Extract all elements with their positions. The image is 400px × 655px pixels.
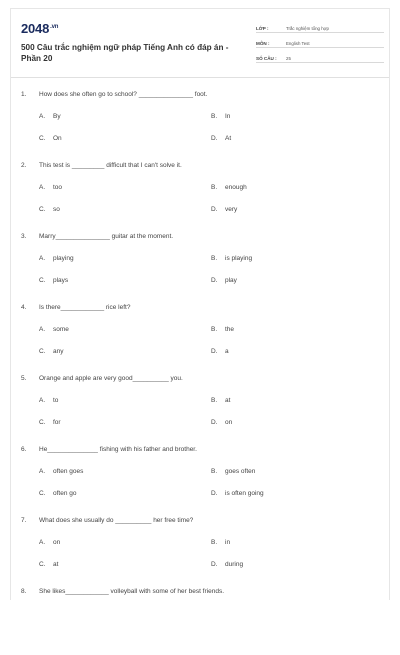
option-letter: C. xyxy=(39,419,46,426)
option-text: on xyxy=(53,539,61,546)
meta-label: LỚP : xyxy=(256,26,269,31)
question-text: What does she usually do __________ her free time? xyxy=(39,517,194,524)
option-letter: B. xyxy=(211,255,218,262)
option-b[interactable] xyxy=(211,397,230,404)
option-text: In xyxy=(225,113,231,120)
option-text: during xyxy=(225,561,244,568)
question-number: 4. xyxy=(21,304,27,311)
option-text: very xyxy=(225,206,238,213)
meta-block xyxy=(256,20,384,65)
option-d[interactable] xyxy=(211,561,243,568)
question-text: Is there____________ rice left? xyxy=(39,304,131,311)
question-text: How does she often go to school? _______________ foot. xyxy=(39,91,208,98)
question-text: He______________ fishing with his father and brother. xyxy=(39,446,197,453)
option-letter: C. xyxy=(39,135,46,142)
option-d[interactable] xyxy=(211,490,264,497)
option-letter: B. xyxy=(211,468,218,475)
header-divider xyxy=(11,77,389,78)
option-text: enough xyxy=(225,184,247,191)
option-c[interactable] xyxy=(39,135,62,142)
option-d[interactable] xyxy=(211,419,232,426)
option-b[interactable] xyxy=(211,113,230,120)
option-text: at xyxy=(53,561,59,568)
option-a[interactable] xyxy=(39,255,74,262)
option-text: is playing xyxy=(225,255,253,262)
option-letter: A. xyxy=(39,326,46,333)
option-b[interactable] xyxy=(211,326,234,333)
option-a[interactable] xyxy=(39,397,58,404)
option-letter: A. xyxy=(39,184,46,191)
question-number: 2. xyxy=(21,162,27,169)
option-c[interactable] xyxy=(39,348,63,355)
question-item xyxy=(11,584,389,655)
question-list xyxy=(11,87,389,655)
option-letter: D. xyxy=(211,135,218,142)
option-text: on xyxy=(225,419,233,426)
meta-value: Trắc nghiệm tổng hợp xyxy=(286,26,329,31)
question-number: 3. xyxy=(21,233,27,240)
question-item xyxy=(11,442,389,513)
option-a[interactable] xyxy=(39,468,83,475)
option-text: often goes xyxy=(53,468,84,475)
question-number: 7. xyxy=(21,517,27,524)
option-d[interactable] xyxy=(211,206,237,213)
option-letter: C. xyxy=(39,277,46,284)
option-d[interactable] xyxy=(211,348,229,355)
option-letter: D. xyxy=(211,277,218,284)
option-text: in xyxy=(225,539,231,546)
option-letter: B. xyxy=(211,326,218,333)
option-c[interactable] xyxy=(39,490,77,497)
option-text: playing xyxy=(53,255,74,262)
option-a[interactable] xyxy=(39,326,69,333)
question-item xyxy=(11,158,389,229)
option-text: too xyxy=(53,184,63,191)
document-title: 500 Câu trắc nghiệm ngữ pháp Tiếng Anh có đáp án - Phần 20 xyxy=(21,43,229,63)
option-c[interactable] xyxy=(39,561,58,568)
meta-row-class xyxy=(256,20,384,33)
option-letter: D. xyxy=(211,348,218,355)
option-c[interactable] xyxy=(39,419,61,426)
meta-label: SỐ CÂU : xyxy=(256,56,277,61)
site-logo[interactable] xyxy=(21,21,58,36)
question-text: This test is _________ difficult that I can't solve it. xyxy=(39,162,182,169)
option-letter: B. xyxy=(211,539,218,546)
option-text: so xyxy=(53,206,60,213)
option-text: play xyxy=(225,277,237,284)
option-a[interactable] xyxy=(39,113,61,120)
option-letter: D. xyxy=(211,561,218,568)
meta-value: 25 xyxy=(286,56,291,61)
question-number: 5. xyxy=(21,375,27,382)
option-letter: C. xyxy=(39,348,46,355)
option-a[interactable] xyxy=(39,539,60,546)
option-text: By xyxy=(53,113,61,120)
option-b[interactable] xyxy=(211,184,247,191)
option-b[interactable] xyxy=(211,539,230,546)
option-text: at xyxy=(225,397,231,404)
option-letter: B. xyxy=(211,113,218,120)
option-text: to xyxy=(53,397,59,404)
option-text: is often going xyxy=(225,490,264,497)
question-text: Orange and apple are very good__________ you. xyxy=(39,375,183,382)
question-number: 8. xyxy=(21,588,27,595)
option-letter: D. xyxy=(211,419,218,426)
option-letter: A. xyxy=(39,113,46,120)
option-b[interactable] xyxy=(211,255,252,262)
option-d[interactable] xyxy=(211,135,231,142)
option-text: some xyxy=(53,326,69,333)
question-text: She likes____________ volleyball with some of her best friends. xyxy=(39,588,225,595)
option-letter: A. xyxy=(39,397,46,404)
question-item xyxy=(11,87,389,158)
option-c[interactable] xyxy=(39,277,68,284)
meta-value: English Test xyxy=(286,41,310,46)
option-letter: C. xyxy=(39,490,46,497)
option-letter: C. xyxy=(39,561,46,568)
question-text: Marry_______________ guitar at the moment. xyxy=(39,233,174,240)
option-letter: A. xyxy=(39,539,46,546)
option-text: goes often xyxy=(225,468,256,475)
option-text: On xyxy=(53,135,62,142)
meta-row-count xyxy=(256,50,384,63)
option-text: plays xyxy=(53,277,69,284)
meta-row-subject xyxy=(256,35,384,48)
option-b[interactable] xyxy=(211,468,255,475)
logo-text: 2048 xyxy=(21,21,50,36)
option-letter: A. xyxy=(39,468,46,475)
option-d[interactable] xyxy=(211,277,237,284)
option-text: a xyxy=(225,348,229,355)
document-header xyxy=(11,9,389,79)
option-a[interactable] xyxy=(39,184,62,191)
option-letter: B. xyxy=(211,184,218,191)
question-item xyxy=(11,300,389,371)
option-letter: C. xyxy=(39,206,46,213)
option-text: the xyxy=(225,326,235,333)
option-text: any xyxy=(53,348,64,355)
option-letter: A. xyxy=(39,255,46,262)
logo-suffix: .vn xyxy=(50,24,59,30)
document-page xyxy=(10,8,390,600)
question-item xyxy=(11,371,389,442)
option-letter: D. xyxy=(211,490,218,497)
question-item xyxy=(11,229,389,300)
question-number: 1. xyxy=(21,91,27,98)
option-text: At xyxy=(225,135,232,142)
option-c[interactable] xyxy=(39,206,60,213)
option-text: often go xyxy=(53,490,77,497)
meta-label: MÔN : xyxy=(256,41,270,46)
option-text: for xyxy=(53,419,61,426)
question-number: 6. xyxy=(21,446,27,453)
option-letter: D. xyxy=(211,206,218,213)
question-item xyxy=(11,513,389,584)
option-letter: B. xyxy=(211,397,218,404)
